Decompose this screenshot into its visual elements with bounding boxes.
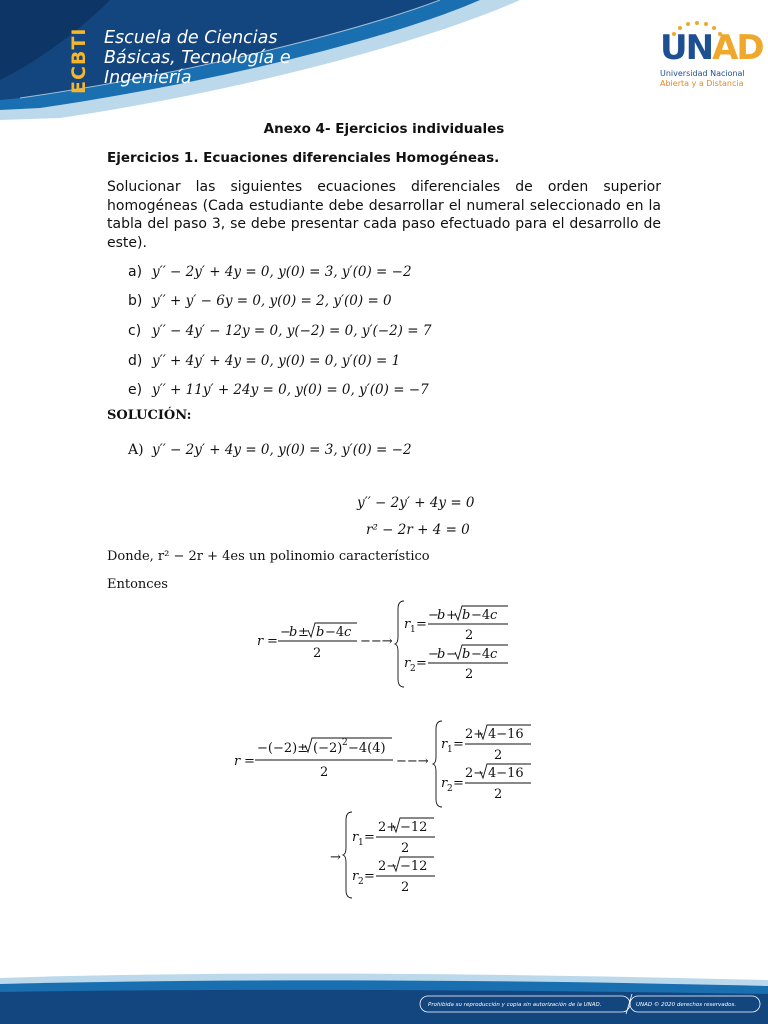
svg-text:r: r (234, 754, 241, 769)
svg-text:2: 2 (494, 787, 503, 802)
footer-notice: Prohibida su reproducción y copia sin autorización de la UNAD. (428, 1002, 602, 1008)
svg-text:−−→: −−→ (396, 754, 429, 769)
svg-text:2−: 2− (378, 859, 398, 874)
svg-text:1: 1 (358, 838, 364, 848)
svg-text:2: 2 (342, 738, 348, 748)
svg-text:4−16: 4−16 (488, 727, 524, 742)
svg-text:r: r (257, 634, 264, 649)
logo-wordmark: UNAD (660, 28, 763, 68)
footer-banner (0, 970, 768, 1024)
svg-text:2: 2 (465, 628, 474, 643)
svg-text:=: = (244, 754, 255, 769)
svg-text:2: 2 (410, 664, 416, 674)
svg-text:r: r (352, 830, 359, 845)
svg-text:2: 2 (313, 646, 322, 661)
svg-text:b: b (289, 625, 298, 640)
svg-text:−4: −4 (471, 647, 491, 662)
ecbti-label: ECBTI (68, 27, 90, 95)
svg-text:+: + (446, 608, 457, 623)
logo-line1: Universidad Nacional (660, 69, 745, 78)
donde-text: Donde, r² − 2r + 4es un polinomio característico (107, 549, 430, 564)
svg-text:c: c (490, 608, 498, 623)
page-footer (0, 970, 768, 1024)
svg-text:4−16: 4−16 (488, 766, 524, 781)
list-item: e) y′′ + 11y′ + 24y = 0, y(0) = 0, y′(0) = −7 (128, 382, 429, 398)
svg-text:−12: −12 (400, 859, 428, 874)
svg-text:2: 2 (494, 748, 503, 763)
general-quadratic-formula (257, 601, 508, 687)
annex-title: Anexo 4- Ejercicios individuales (263, 121, 505, 137)
svg-text:2−: 2− (465, 766, 485, 781)
list-item: a) y′′ − 2y′ + 4y = 0, y(0) = 3, y′(0) = −2 (128, 264, 412, 280)
equation-differential: y′′ − 2y′ + 4y = 0 (357, 495, 475, 511)
svg-text:2: 2 (465, 667, 474, 682)
svg-text:−(−2)±: −(−2)± (257, 741, 309, 756)
school-name: Escuela de Ciencias Básicas, Tecnología e Ingeniería (104, 28, 291, 88)
list-item: c) y′′ − 4y′ − 12y = 0, y(−2) = 0, y′(−2) = 7 (128, 323, 432, 339)
list-item: b) y′′ + y′ − 6y = 0, y(0) = 2, y′(0) = 0 (128, 293, 392, 309)
svg-text:c: c (490, 647, 498, 662)
svg-text:−: − (428, 608, 439, 623)
footer-copyright: UNAD © 2020 derechos reservados. (636, 1002, 737, 1008)
svg-text:b: b (437, 647, 446, 662)
svg-text:=: = (364, 830, 375, 845)
svg-text:2: 2 (401, 841, 410, 856)
svg-text:2+: 2+ (465, 727, 485, 742)
svg-text:−4: −4 (471, 608, 491, 623)
svg-text:−: − (446, 647, 457, 662)
svg-text:−12: −12 (400, 820, 428, 835)
svg-text:1: 1 (410, 625, 416, 635)
svg-text:2: 2 (447, 784, 453, 794)
substituted-formula (234, 721, 531, 807)
svg-text:1: 1 (447, 745, 453, 755)
logo-line2: Abierta y a Distancia (660, 79, 744, 88)
svg-text:b: b (316, 625, 325, 640)
svg-text:=: = (416, 656, 427, 671)
exercise-title: Ejercicios 1. Ecuaciones diferenciales Homogéneas. (107, 150, 500, 166)
svg-text:2+: 2+ (378, 820, 398, 835)
svg-text:±: ± (298, 625, 309, 640)
svg-text:→: → (330, 850, 341, 865)
svg-text:−4: −4 (325, 625, 345, 640)
svg-text:2: 2 (320, 765, 329, 780)
svg-text:=: = (453, 776, 464, 791)
svg-text:2: 2 (358, 877, 364, 887)
svg-text:r: r (352, 869, 359, 884)
list-item: d) y′′ + 4y′ + 4y = 0, y(0) = 0, y′(0) = 1 (128, 353, 401, 369)
svg-text:(−2): (−2) (313, 741, 343, 756)
intro-paragraph: Solucionar las siguientes ecuaciones diferenciales de orden superior homogéneas (Cada estudiante debe desarrollar el numeral seleccionado en la tabla del paso 3, se debe presentar cada paso efectuado para el desarrollo de este). (107, 179, 661, 251)
equation-characteristic: r² − 2r + 4 = 0 (366, 522, 470, 538)
svg-text:2: 2 (401, 880, 410, 895)
svg-text:=: = (364, 869, 375, 884)
svg-text:b: b (437, 608, 446, 623)
svg-text:r: r (404, 656, 411, 671)
svg-text:−: − (428, 647, 439, 662)
svg-text:c: c (344, 625, 352, 640)
svg-text:r: r (441, 737, 448, 752)
solution-item-a: A) y′′ − 2y′ + 4y = 0, y(0) = 3, y′(0) = −2 (128, 442, 412, 458)
svg-text:=: = (416, 617, 427, 632)
simplified-roots (330, 812, 435, 898)
entonces-text: Entonces (107, 577, 168, 592)
svg-text:=: = (267, 634, 278, 649)
svg-text:r: r (441, 776, 448, 791)
solution-label: SOLUCIÓN: (107, 408, 192, 423)
svg-text:=: = (453, 737, 464, 752)
svg-text:−: − (280, 625, 291, 640)
svg-text:r: r (404, 617, 411, 632)
svg-text:−4(4): −4(4) (348, 741, 386, 756)
svg-text:b: b (462, 647, 471, 662)
svg-text:−−→: −−→ (360, 634, 393, 649)
svg-text:b: b (462, 608, 471, 623)
